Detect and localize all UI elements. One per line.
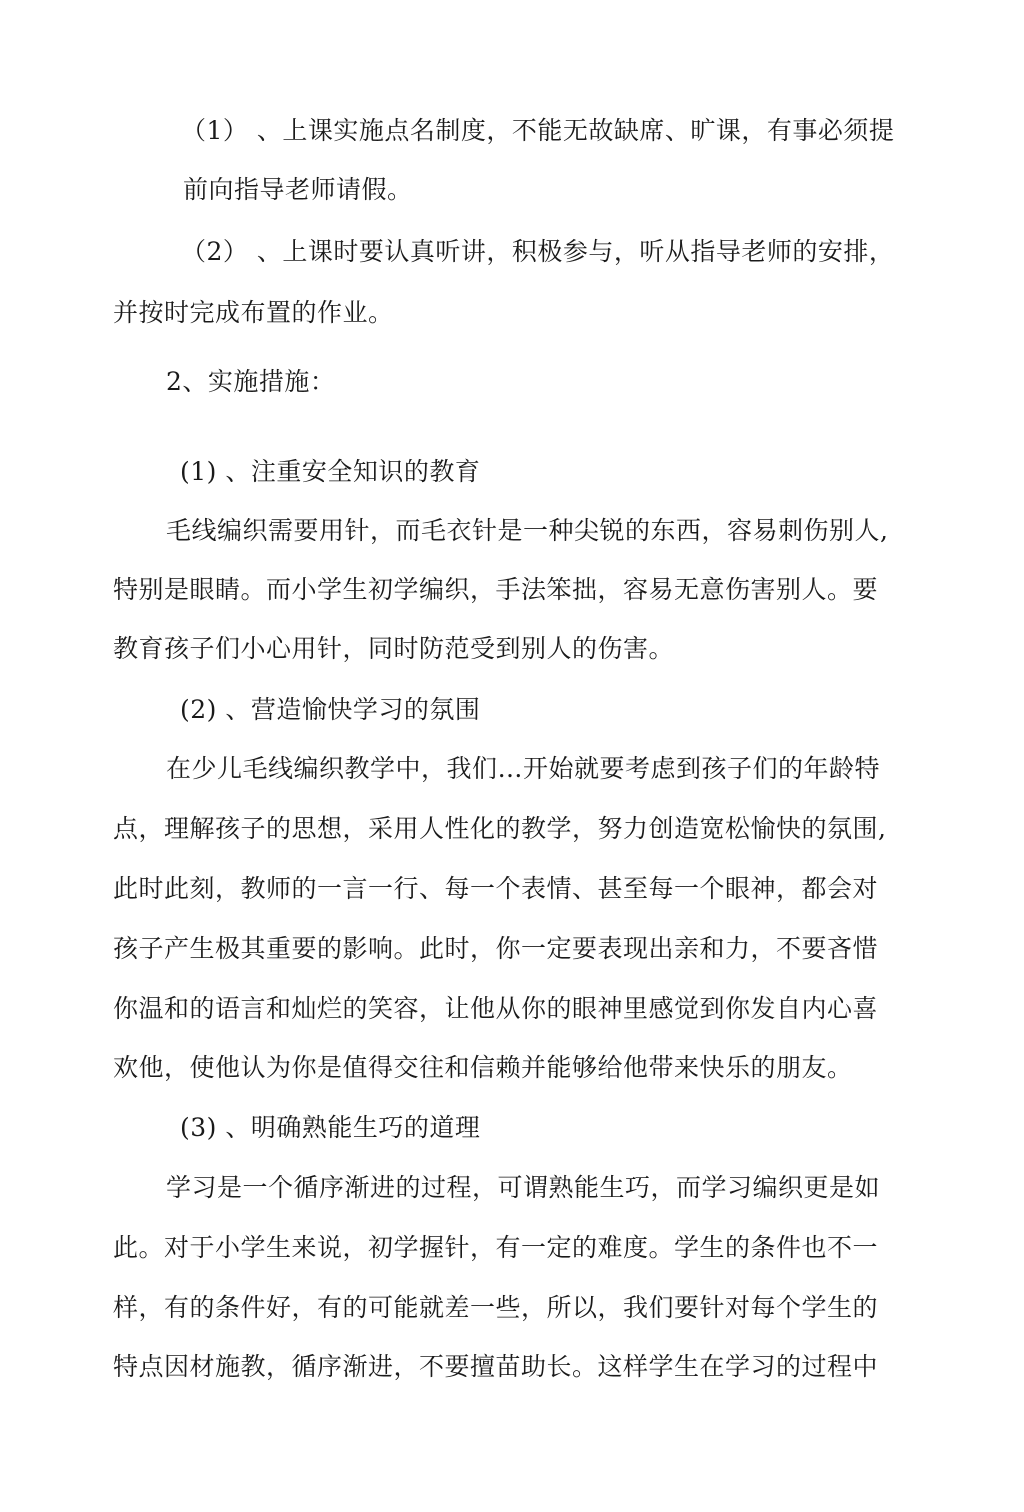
paragraph-2-line-6: 欢他，使他认为你是值得交往和信赖并能够给他带来快乐的朋友。	[113, 1053, 853, 1082]
paragraph-2-line-2: 点，理解孩子的思想，采用人性化的教学，努力创造宽松愉快的氛围,	[113, 814, 887, 843]
paragraph-2-line-5: 你温和的语言和灿烂的笑容，让他从你的眼神里感觉到你发自内心喜	[113, 994, 879, 1023]
section-heading: 2、实施措施：	[166, 367, 336, 396]
paragraph-3-line-4: 特点因材施教，循序渐进，不要擅苗助长。这样学生在学习的过程中	[113, 1352, 879, 1381]
rule-2-line-1: （2） 、上课时要认真听讲，积极参与，听从指导老师的安排，	[181, 237, 895, 266]
rule-2-line-2: 并按时完成布置的作业。	[113, 298, 394, 327]
subheading-2: (2) 、营造愉快学习的氛围	[180, 695, 481, 724]
paragraph-2-line-1: 在少儿毛线编织教学中，我们…开始就要考虑到孩子们的年龄特	[166, 754, 881, 783]
paragraph-1-line-2: 特别是眼睛。而小学生初学编织，手法笨拙，容易无意伤害别人。要	[113, 575, 879, 604]
paragraph-2-line-4: 孩子产生极其重要的影响。此时，你一定要表现出亲和力，不要吝惜	[113, 934, 879, 963]
subheading-3: (3) 、明确熟能生巧的道理	[180, 1113, 481, 1142]
subheading-1: (1) 、注重安全知识的教育	[180, 457, 481, 486]
paragraph-3-line-3: 样，有的条件好，有的可能就差一些，所以，我们要针对每个学生的	[113, 1293, 879, 1322]
paragraph-1-line-3: 教育孩子们小心用针，同时防范受到别人的伤害。	[113, 634, 675, 663]
paragraph-3-line-1: 学习是一个循序渐进的过程，可谓熟能生巧，而学习编织更是如	[166, 1173, 881, 1202]
rule-1-line-1: （1） 、上课实施点名制度，不能无故缺席、旷课，有事必须提	[181, 116, 895, 145]
paragraph-1-line-1: 毛线编织需要用针，而毛衣针是一种尖锐的东西，容易刺伤别人,	[166, 516, 889, 545]
paragraph-3-line-2: 此。对于小学生来说，初学握针，有一定的难度。学生的条件也不一	[113, 1233, 879, 1262]
rule-1-line-2: 前向指导老师请假。	[183, 175, 413, 204]
paragraph-2-line-3: 此时此刻，教师的一言一行、每一个表情、甚至每一个眼神，都会对	[113, 874, 879, 903]
